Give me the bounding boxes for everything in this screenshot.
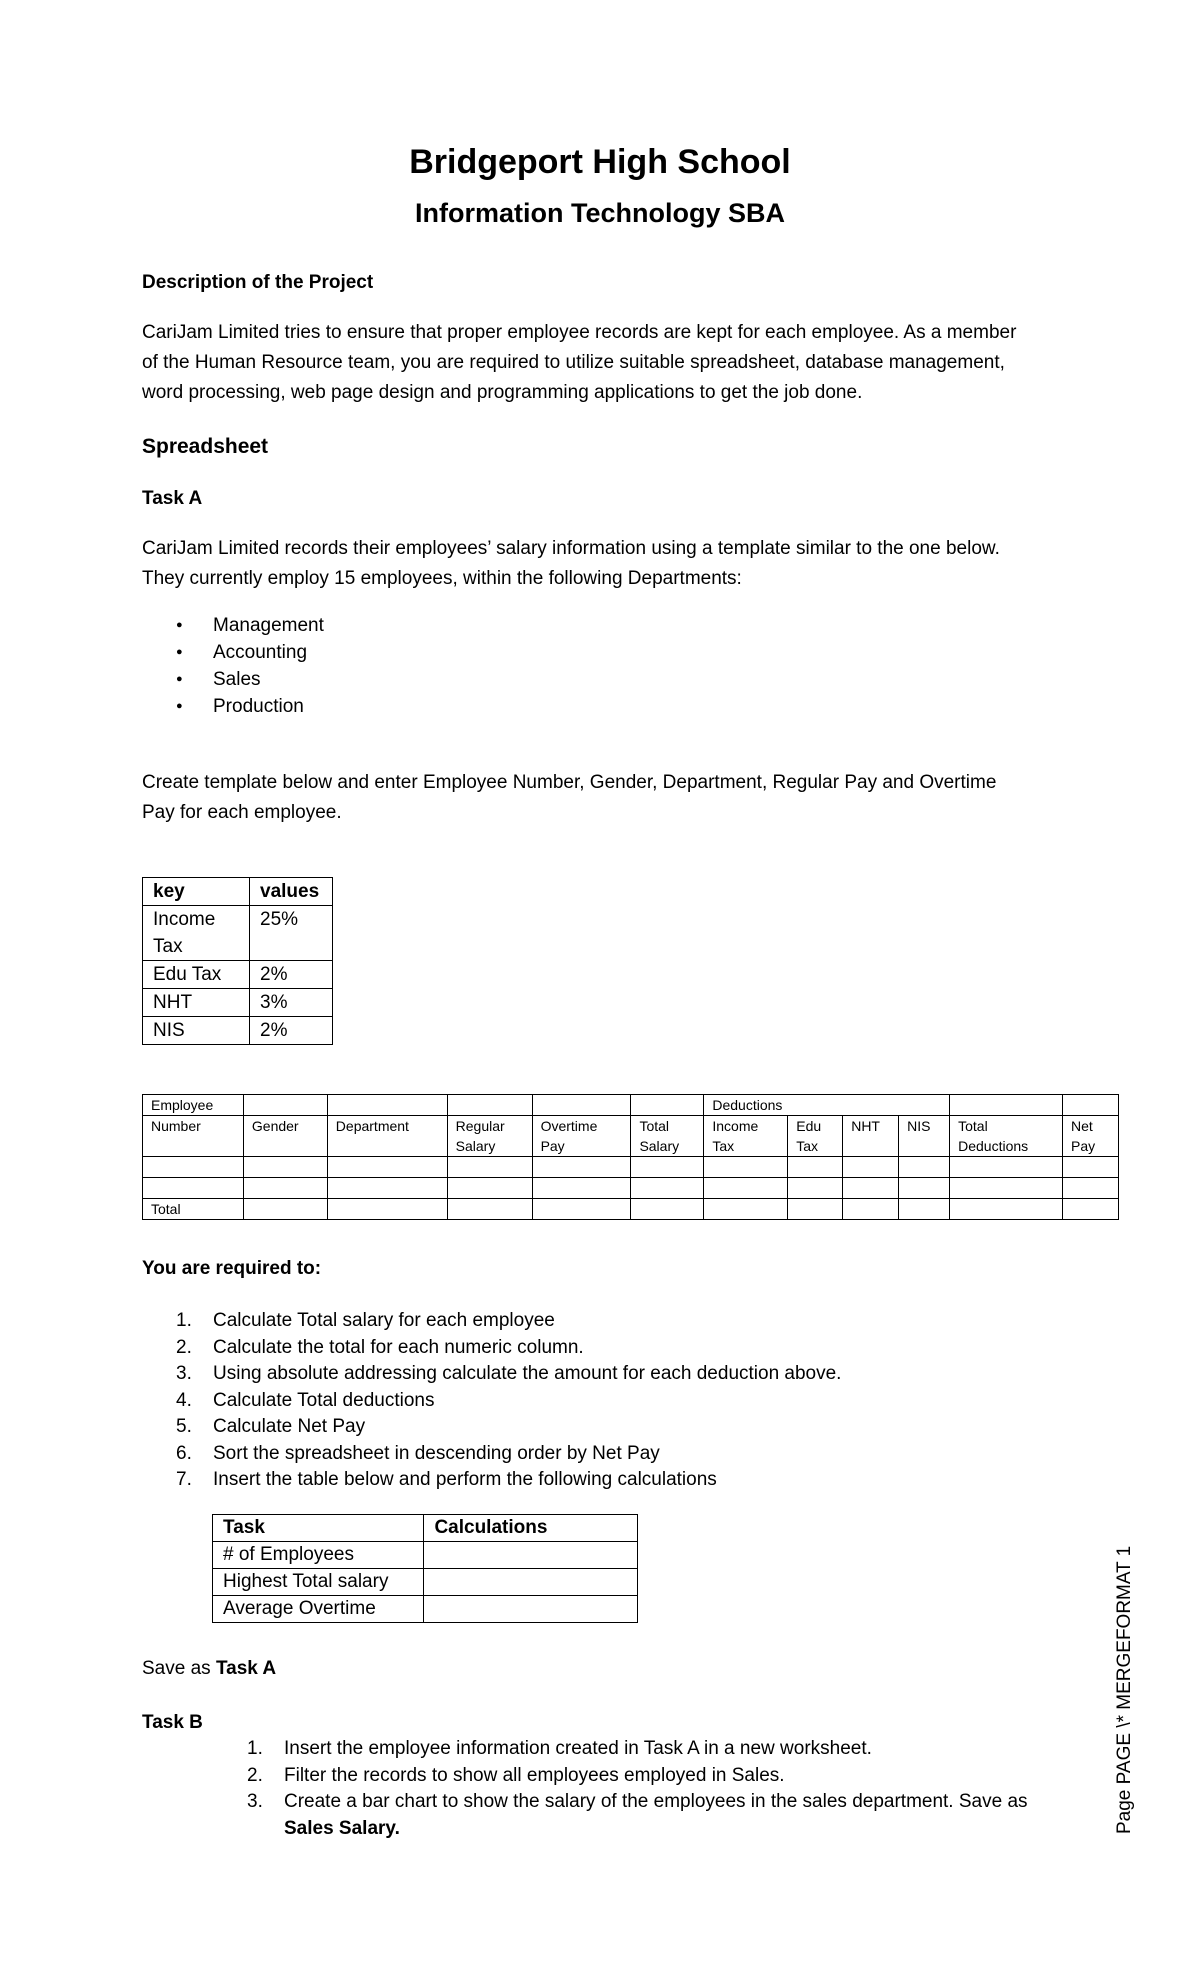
list-text: Using absolute addressing calculate the amount for each deduction above. — [213, 1363, 842, 1384]
description-line-2: of the Human Resource team, you are required to utilize suitable spreadsheet, database management, — [142, 352, 1005, 373]
list-item — [213, 1763, 1093, 1790]
table-row — [143, 989, 333, 1017]
list-number: 3. — [247, 1791, 263, 1812]
task-a-heading: Task A — [142, 488, 203, 509]
list-number: 1. — [247, 1738, 263, 1759]
requirements-list — [142, 1308, 841, 1494]
col-header-regular-salary: Regular Salary — [447, 1116, 532, 1157]
list-number: 3. — [176, 1363, 192, 1384]
table-row — [143, 1199, 1119, 1220]
save-task-a — [142, 1654, 276, 1684]
list-item — [142, 1335, 841, 1362]
total-row-label: Total — [143, 1199, 244, 1220]
list-text: Sort the spreadsheet in descending order by Net Pay — [213, 1442, 660, 1464]
rate-key: Income Tax — [143, 906, 250, 961]
list-text: Calculate Net Pay — [213, 1416, 366, 1437]
task-b-heading: Task B — [142, 1712, 203, 1733]
task-a-intro-line-2: They currently employ 15 employees, within the following Departments: — [142, 568, 742, 589]
table-row — [143, 878, 333, 906]
table-row — [143, 961, 333, 989]
description-line-1: CariJam Limited tries to ensure that proper employee records are kept for each employee. As a member — [142, 322, 1017, 343]
create-template-line-2: Pay for each employee. — [142, 802, 342, 823]
col-header-number: Number — [143, 1116, 244, 1157]
list-text: Calculate the total for each numeric column. — [213, 1336, 584, 1358]
table-row — [143, 1095, 1119, 1116]
list-item: ● Production — [142, 693, 324, 720]
col-header-nis: NIS — [899, 1116, 950, 1157]
rates-header-key: key — [143, 878, 250, 906]
subject-title: Information Technology SBA — [415, 198, 785, 228]
deductions-group-header: Deductions — [704, 1095, 950, 1116]
list-number: 2. — [176, 1336, 192, 1358]
list-number: 7. — [176, 1469, 192, 1490]
calc-task: # of Employees — [213, 1542, 424, 1569]
rate-key: Edu Tax — [143, 961, 250, 989]
spreadsheet-heading: Spreadsheet — [142, 435, 269, 458]
list-item: ● Accounting — [142, 639, 324, 666]
list-number: 5. — [176, 1416, 192, 1437]
save-prefix: Save as — [142, 1658, 216, 1679]
page-footer-field: Page PAGE \* MERGEFORMAT 1 — [1114, 1545, 1135, 1834]
list-number: 1. — [176, 1310, 192, 1331]
calc-header-calculations: Calculations — [424, 1515, 638, 1542]
rates-header-values: values — [250, 878, 333, 906]
list-item — [142, 1361, 841, 1388]
col-header-overtime-pay: Overtime Pay — [532, 1116, 631, 1157]
list-item: ● Sales — [142, 666, 324, 693]
table-row — [213, 1515, 638, 1542]
table-row — [213, 1569, 638, 1596]
list-text: Filter the records to show all employees employed in Sales. — [284, 1764, 785, 1786]
col-header-edu-tax: Edu Tax — [788, 1116, 843, 1157]
col-header-net-pay: Net Pay — [1062, 1116, 1118, 1157]
rate-value: 2% — [250, 961, 333, 989]
description-heading: Description of the Project — [142, 272, 374, 293]
list-item — [213, 1789, 1093, 1842]
col-header-total-salary: Total Salary — [631, 1116, 704, 1157]
list-item — [213, 1736, 1093, 1763]
salary-template-table — [142, 1094, 1119, 1220]
list-item — [142, 1441, 841, 1468]
requirements-heading: You are required to: — [142, 1258, 322, 1279]
rates-table — [142, 877, 333, 1045]
table-row — [213, 1596, 638, 1623]
list-item — [142, 1467, 841, 1494]
create-template-line-1: Create template below and enter Employee Number, Gender, Department, Regular Pay and Overtime — [142, 772, 997, 793]
table-row — [213, 1542, 638, 1569]
calculations-table — [212, 1514, 638, 1623]
list-number: 4. — [176, 1389, 192, 1411]
calc-task: Average Overtime — [213, 1596, 424, 1623]
list-text: Insert the table below and perform the following calculations — [213, 1469, 717, 1490]
school-title: Bridgeport High School — [409, 143, 791, 181]
col-header-department: Department — [327, 1116, 447, 1157]
calc-task: Highest Total salary — [213, 1569, 424, 1596]
list-item: ● Management — [142, 612, 324, 639]
table-row — [143, 1157, 1119, 1178]
col-header-nht: NHT — [843, 1116, 899, 1157]
list-number: 2. — [247, 1764, 263, 1786]
table-row — [143, 1116, 1119, 1157]
department-list — [142, 612, 324, 720]
rate-value: 2% — [250, 1017, 333, 1045]
list-item — [142, 1388, 841, 1415]
list-text: Create a bar chart to show the salary of the employees in the sales department. Save as — [284, 1791, 1028, 1812]
description-line-3: word processing, web page design and programming applications to get the job done. — [142, 382, 863, 403]
list-text: Calculate Total deductions — [213, 1389, 435, 1411]
list-item — [142, 1414, 841, 1441]
rate-value: 3% — [250, 989, 333, 1017]
table-row — [143, 906, 333, 961]
col-header-gender: Gender — [243, 1116, 327, 1157]
col-header-income-tax: Income Tax — [704, 1116, 788, 1157]
list-text: Calculate Total salary for each employee — [213, 1310, 555, 1331]
col-header-total-deductions: Total Deductions — [950, 1116, 1063, 1157]
list-number: 6. — [176, 1442, 192, 1464]
employee-group-header: Employee — [143, 1095, 244, 1116]
list-item — [142, 1308, 841, 1335]
task-a-intro-line-1: CariJam Limited records their employees’ salary information using a template similar to the one below. — [142, 538, 1000, 559]
list-text: Insert the employee information created in Task A in a new worksheet. — [284, 1738, 872, 1759]
rate-key: NIS — [143, 1017, 250, 1045]
sales-salary-name: Sales Salary. — [284, 1817, 400, 1839]
table-row — [143, 1017, 333, 1045]
rate-value: 25% — [250, 906, 333, 961]
calc-header-task: Task — [213, 1515, 424, 1542]
save-name: Task A — [215, 1658, 277, 1679]
table-row — [143, 1178, 1119, 1199]
rate-key: NHT — [143, 989, 250, 1017]
task-b-list — [213, 1736, 1093, 1842]
